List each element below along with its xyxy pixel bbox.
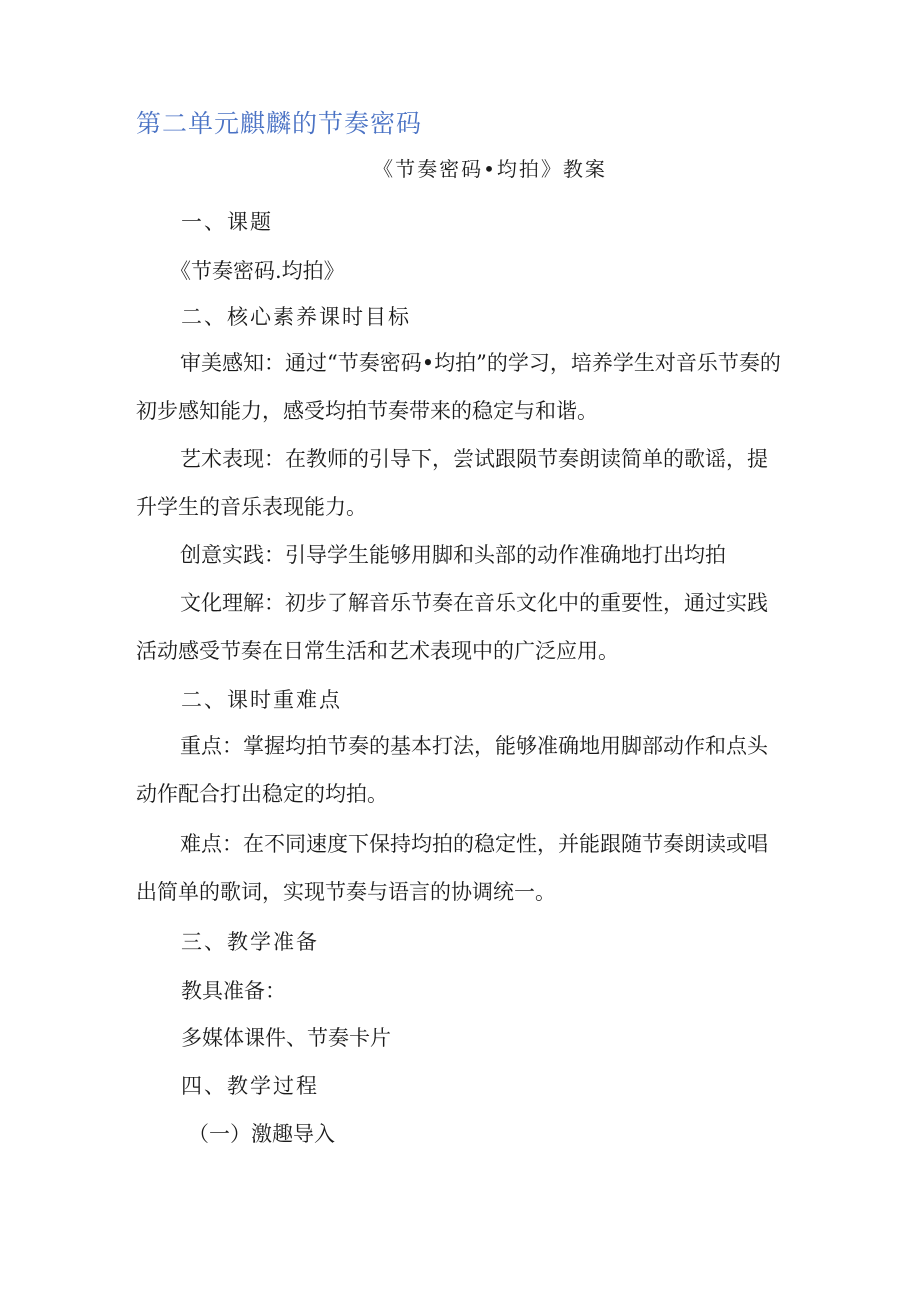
topic-text: 《节奏密码.均拍》 — [170, 259, 345, 283]
section-heading-process: 四、教学过程 — [181, 1074, 319, 1098]
document-title-text: 《节奏密码•均拍》教案 — [373, 157, 607, 181]
section-heading-goals: 二、核心素养课时目标 — [181, 305, 411, 329]
key-point-paragraph: 重点：掌握均拍节奏的基本打法，能够准确地用脚部动作和点头动作配合打出稳定的均拍。 — [136, 734, 768, 806]
goal-artistic-paragraph: 艺术表现：在教师的引导下，尝试跟陨节奏朗读简单的歌谣，提升学生的音乐表现能力。 — [136, 447, 768, 519]
section-heading-topic: 一、课题 — [181, 210, 273, 234]
document-title — [0, 153, 920, 182]
section-heading-preparation: 三、教学准备 — [181, 930, 319, 954]
section-heading-difficulties: 二、课时重难点 — [181, 688, 342, 712]
goal-cultural-paragraph: 文化理解：初步了解音乐节奏在音乐文化中的重要性，通过实践活动感受节奏在日常生活和艺术表现中的广泛应用。 — [136, 591, 768, 663]
difficulty-paragraph: 难点：在不同速度下保持均拍的稳定性，并能跟随节奏朗读或唱出简单的歌词，实现节奏与语言的协调统一。 — [136, 832, 768, 904]
teaching-aids-text: 多媒体课件、节奏卡片 — [181, 1026, 391, 1050]
subsection-heading-intro: （一）激趣导入 — [188, 1122, 335, 1146]
goal-aesthetic-paragraph: 审美感知：通过“节奏密码•均拍”的学习，培养学生对音乐节奏的初步感知能力，感受均拍节奏带来的稳定与和谐。 — [136, 351, 781, 423]
teaching-aids-label: 教具准备： — [181, 979, 286, 1003]
unit-title: 第二单元麒麟的节奏密码 — [136, 109, 423, 138]
goal-creative-paragraph: 创意实践：引导学生能够用脚和头部的动作准确地打出均拍 — [180, 543, 726, 567]
